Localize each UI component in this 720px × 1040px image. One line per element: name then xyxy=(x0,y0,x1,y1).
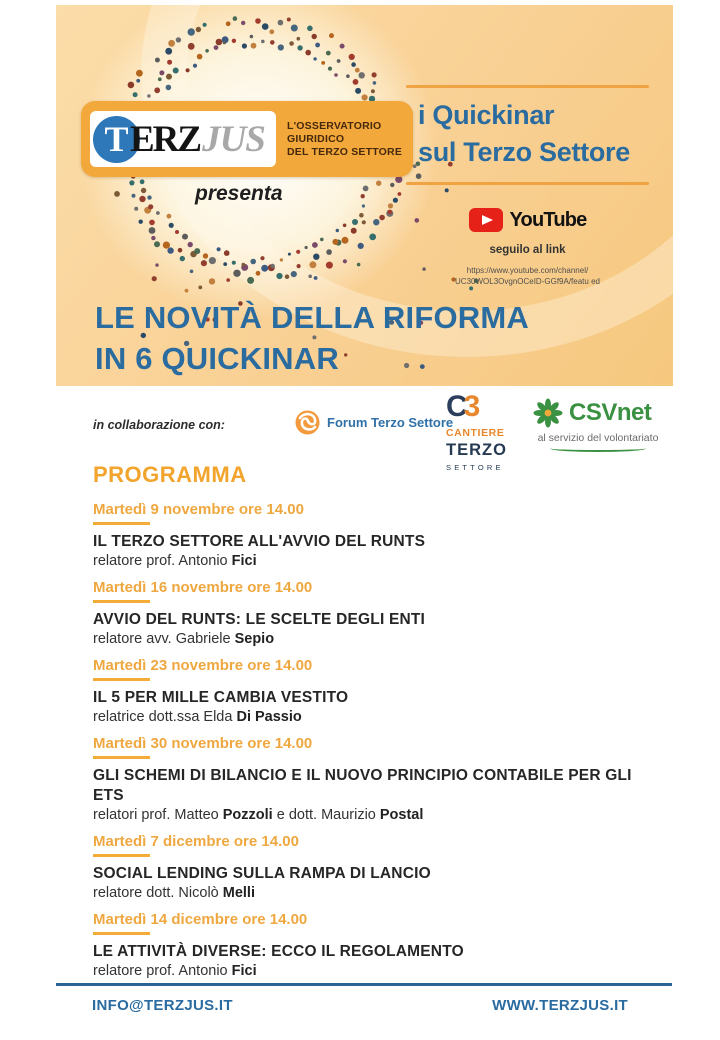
terzjus-t-icon: T xyxy=(93,116,140,163)
series-title-block xyxy=(406,85,649,185)
terzjus-erz-text: ERZ xyxy=(130,118,201,160)
event-title: IL TERZO SETTORE ALL'AVVIO DEL RUNTS xyxy=(93,533,426,550)
program-event xyxy=(93,736,638,825)
event-date-underline xyxy=(93,932,150,935)
event-date-underline xyxy=(93,854,150,857)
event-title: AVVIO DEL RUNTS: LE SCELTE DEGLI ENTI xyxy=(93,611,426,628)
main-title-line2: IN 6 QUICKINAR xyxy=(95,341,339,376)
youtube-wordmark: YouTube xyxy=(509,208,587,231)
terzjus-wordmark xyxy=(90,111,276,167)
terzjus-tagline-line2: GIURIDICO xyxy=(287,132,345,145)
event-date-underline xyxy=(93,756,150,759)
program-event xyxy=(93,502,638,571)
event-date: Martedì 16 novembre ore 14.00 xyxy=(93,579,313,596)
terzjus-tagline-line3: DEL TERZO SETTORE xyxy=(287,145,403,158)
terzjus-tagline-line1: L'OSSERVATORIO xyxy=(287,119,382,132)
program-event xyxy=(93,912,638,981)
youtube-channel-link[interactable] xyxy=(406,265,649,287)
event-speaker: relatore prof. Antonio Fici xyxy=(93,963,257,979)
presenta-text: presenta xyxy=(195,182,283,205)
footer-email-link[interactable]: INFO@TERZJUS.IT xyxy=(92,997,233,1014)
csvnet-logo xyxy=(531,396,665,452)
event-date-underline xyxy=(93,678,150,681)
event-title: LE ATTIVITÀ DIVERSE: ECCO IL REGOLAMENTO xyxy=(93,943,464,960)
event-speaker: relatore avv. Gabriele Sepio xyxy=(93,631,275,647)
program-heading: PROGRAMMA xyxy=(93,462,247,487)
program-event xyxy=(93,834,638,903)
collaboration-label: in collaborazione con: xyxy=(93,418,225,432)
terzjus-logo xyxy=(81,101,413,177)
terzjus-jus-text: JUS xyxy=(202,118,265,160)
event-title: IL 5 PER MILLE CAMBIA VESTITO xyxy=(93,689,349,706)
program-event xyxy=(93,580,638,649)
footer-website-link[interactable]: WWW.TERZJUS.IT xyxy=(492,997,628,1014)
cantiere-c3-icon: C3 xyxy=(446,390,477,423)
divider-line-top xyxy=(406,85,649,88)
event-date: Martedì 30 novembre ore 14.00 xyxy=(93,735,313,752)
series-title xyxy=(418,97,649,171)
csvnet-underline xyxy=(550,445,646,452)
program-section xyxy=(93,462,638,990)
event-date: Martedì 9 novembre ore 14.00 xyxy=(93,501,304,518)
event-date: Martedì 14 dicembre ore 14.00 xyxy=(93,911,308,928)
header-banner xyxy=(56,5,673,386)
event-title: SOCIAL LENDING SULLA RAMPA DI LANCIO xyxy=(93,865,431,882)
forum-terzo-settore-logo xyxy=(294,409,453,436)
youtube-url-line2[interactable]: UC30WOL3OvgnOCeID-GGf9A/featu ed xyxy=(455,277,600,286)
event-date: Martedì 23 novembre ore 14.00 xyxy=(93,657,313,674)
event-title: GLI SCHEMI DI BILANCIO E IL NUOVO PRINCIPIO CONTABILE PER GLI ETS xyxy=(93,767,632,804)
event-date-underline xyxy=(93,600,150,603)
forum-terzo-settore-label: Forum Terzo Settore xyxy=(327,415,454,430)
program-list xyxy=(93,502,638,981)
event-speaker: relatore prof. Antonio Fici xyxy=(93,553,257,569)
youtube-block xyxy=(406,208,649,287)
cantiere-word2: TERZO xyxy=(446,441,507,459)
forum-swirl-icon xyxy=(294,409,321,436)
main-title-line1: LE NOVITÀ DELLA RIFORMA xyxy=(95,300,529,335)
csvnet-pinwheel-icon xyxy=(531,396,565,430)
divider-line-bottom xyxy=(406,182,649,185)
terzjus-tagline xyxy=(287,120,402,159)
cantiere-word1: CANTIERE xyxy=(446,427,505,439)
event-speaker: relatrice dott.ssa Elda Di Passio xyxy=(93,709,302,725)
main-title xyxy=(95,297,529,379)
youtube-follow-text: seguilo al link xyxy=(489,244,566,256)
series-title-line1: i Quickinar xyxy=(418,100,555,130)
csvnet-name: CSVnet xyxy=(569,399,652,426)
cantiere-word3: SETTORE xyxy=(446,463,504,472)
event-speaker: relatori prof. Matteo Pozzoli e dott. Maurizio Postal xyxy=(93,807,424,823)
youtube-url-line1[interactable]: https://www.youtube.com/channel/ xyxy=(466,266,589,275)
youtube-icon xyxy=(469,208,503,232)
play-icon xyxy=(482,215,493,225)
cantiere-terzo-settore-logo xyxy=(446,390,528,472)
program-event xyxy=(93,658,638,727)
youtube-logo xyxy=(469,208,587,232)
event-date: Martedì 7 dicembre ore 14.00 xyxy=(93,833,299,850)
series-title-line2: sul Terzo Settore xyxy=(418,137,630,167)
csvnet-tagline: al servizio del volontariato xyxy=(537,432,659,444)
footer-divider xyxy=(56,983,672,986)
event-date-underline xyxy=(93,522,150,525)
event-speaker: relatore dott. Nicolò Melli xyxy=(93,885,255,901)
